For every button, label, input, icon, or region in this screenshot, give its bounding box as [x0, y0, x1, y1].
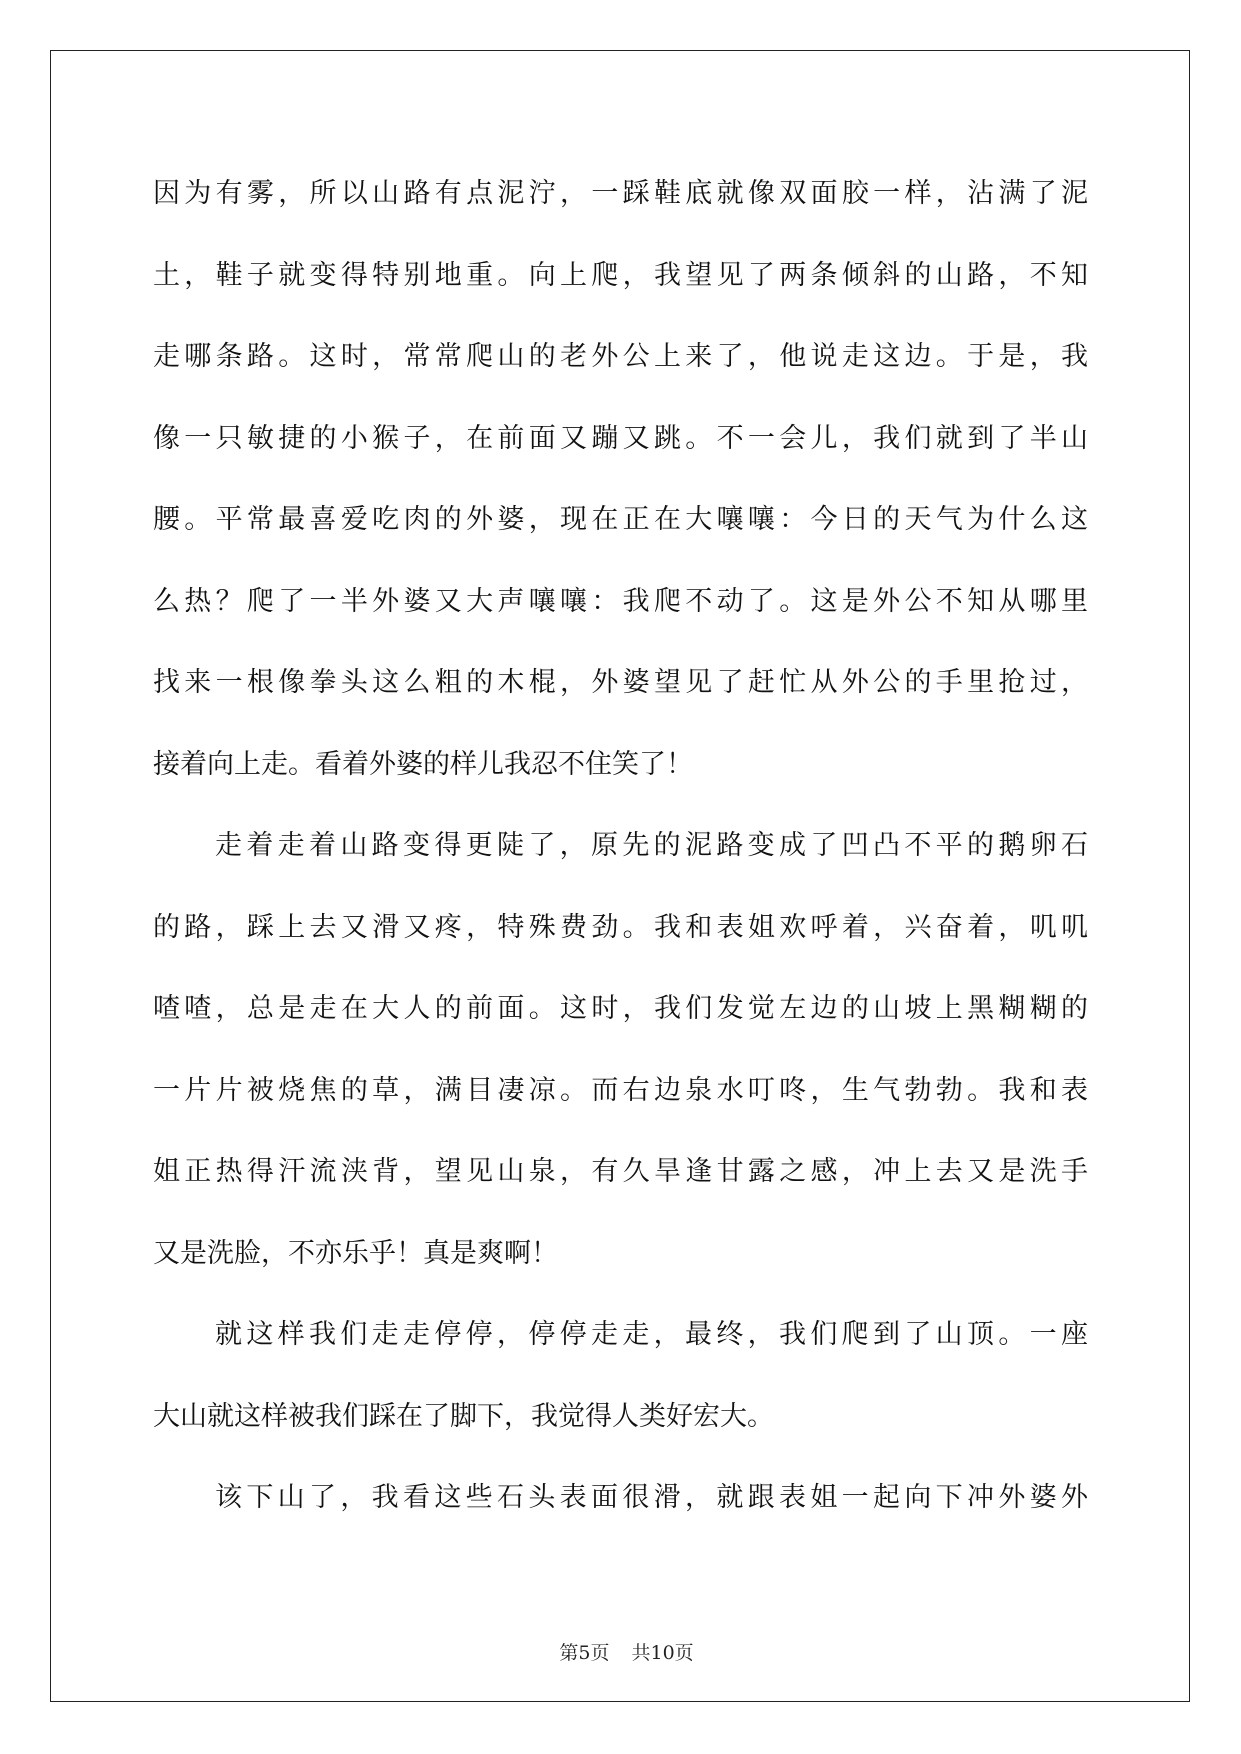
text-line: 像一只敏捷的小猴子，在前面又蹦又跳。不一会儿，我们就到了半山 [153, 422, 1088, 454]
paragraph-start-line: 走着走着山路变得更陡了，原先的泥路变成了凹凸不平的鹅卵石 [215, 830, 1088, 861]
text-line: 走哪条路。这时，常常爬山的老外公上来了，他说走这边。于是，我 [153, 341, 1088, 372]
paragraph-start-line: 就这样我们走走停停，停停走走，最终，我们爬到了山顶。一座 [215, 1319, 1088, 1350]
document-body [153, 164, 1088, 1550]
page-footer [0, 1616, 1241, 1665]
text-line: 又是洗脸，不亦乐乎！真是爽啊！ [153, 1237, 558, 1269]
text-line: 么热？爬了一半外婆又大声嚷嚷：我爬不动了。这是外公不知从哪里 [153, 585, 1088, 617]
text-line: 土，鞋子就变得特别地重。向上爬，我望见了两条倾斜的山路，不知 [153, 259, 1088, 291]
page-number: 第5页 [559, 1642, 610, 1664]
text-line: 大山就这样被我们踩在了脚下，我觉得人类好宏大。 [153, 1400, 774, 1432]
text-line: 喳喳，总是走在大人的前面。这时，我们发觉左边的山坡上黑糊糊的 [153, 993, 1088, 1024]
paragraph-start-line: 该下山了，我看这些石头表面很滑，就跟表姐一起向下冲外婆外 [215, 1482, 1088, 1513]
text-line: 找来一根像拳头这么粗的木棍，外婆望见了赶忙从外公的手里抢过， [153, 667, 1088, 698]
text-line: 因为有雾，所以山路有点泥泞，一踩鞋底就像双面胶一样，沾满了泥 [153, 178, 1088, 209]
text-line: 的路，踩上去又滑又疼，特殊费劲。我和表姐欢呼着，兴奋着，叽叽 [153, 911, 1088, 943]
text-line: 接着向上走。看着外婆的样儿我忍不住笑了！ [153, 748, 693, 780]
text-line: 姐正热得汗流浃背，望见山泉，有久旱逢甘露之感，冲上去又是洗手 [153, 1156, 1088, 1187]
text-line: 一片片被烧焦的草，满目凄凉。而右边泉水叮咚，生气勃勃。我和表 [153, 1074, 1088, 1106]
page-total: 共10页 [631, 1642, 694, 1664]
text-line: 腰。平常最喜爱吃肉的外婆，现在正在大嚷嚷：今日的天气为什么这 [153, 504, 1088, 535]
